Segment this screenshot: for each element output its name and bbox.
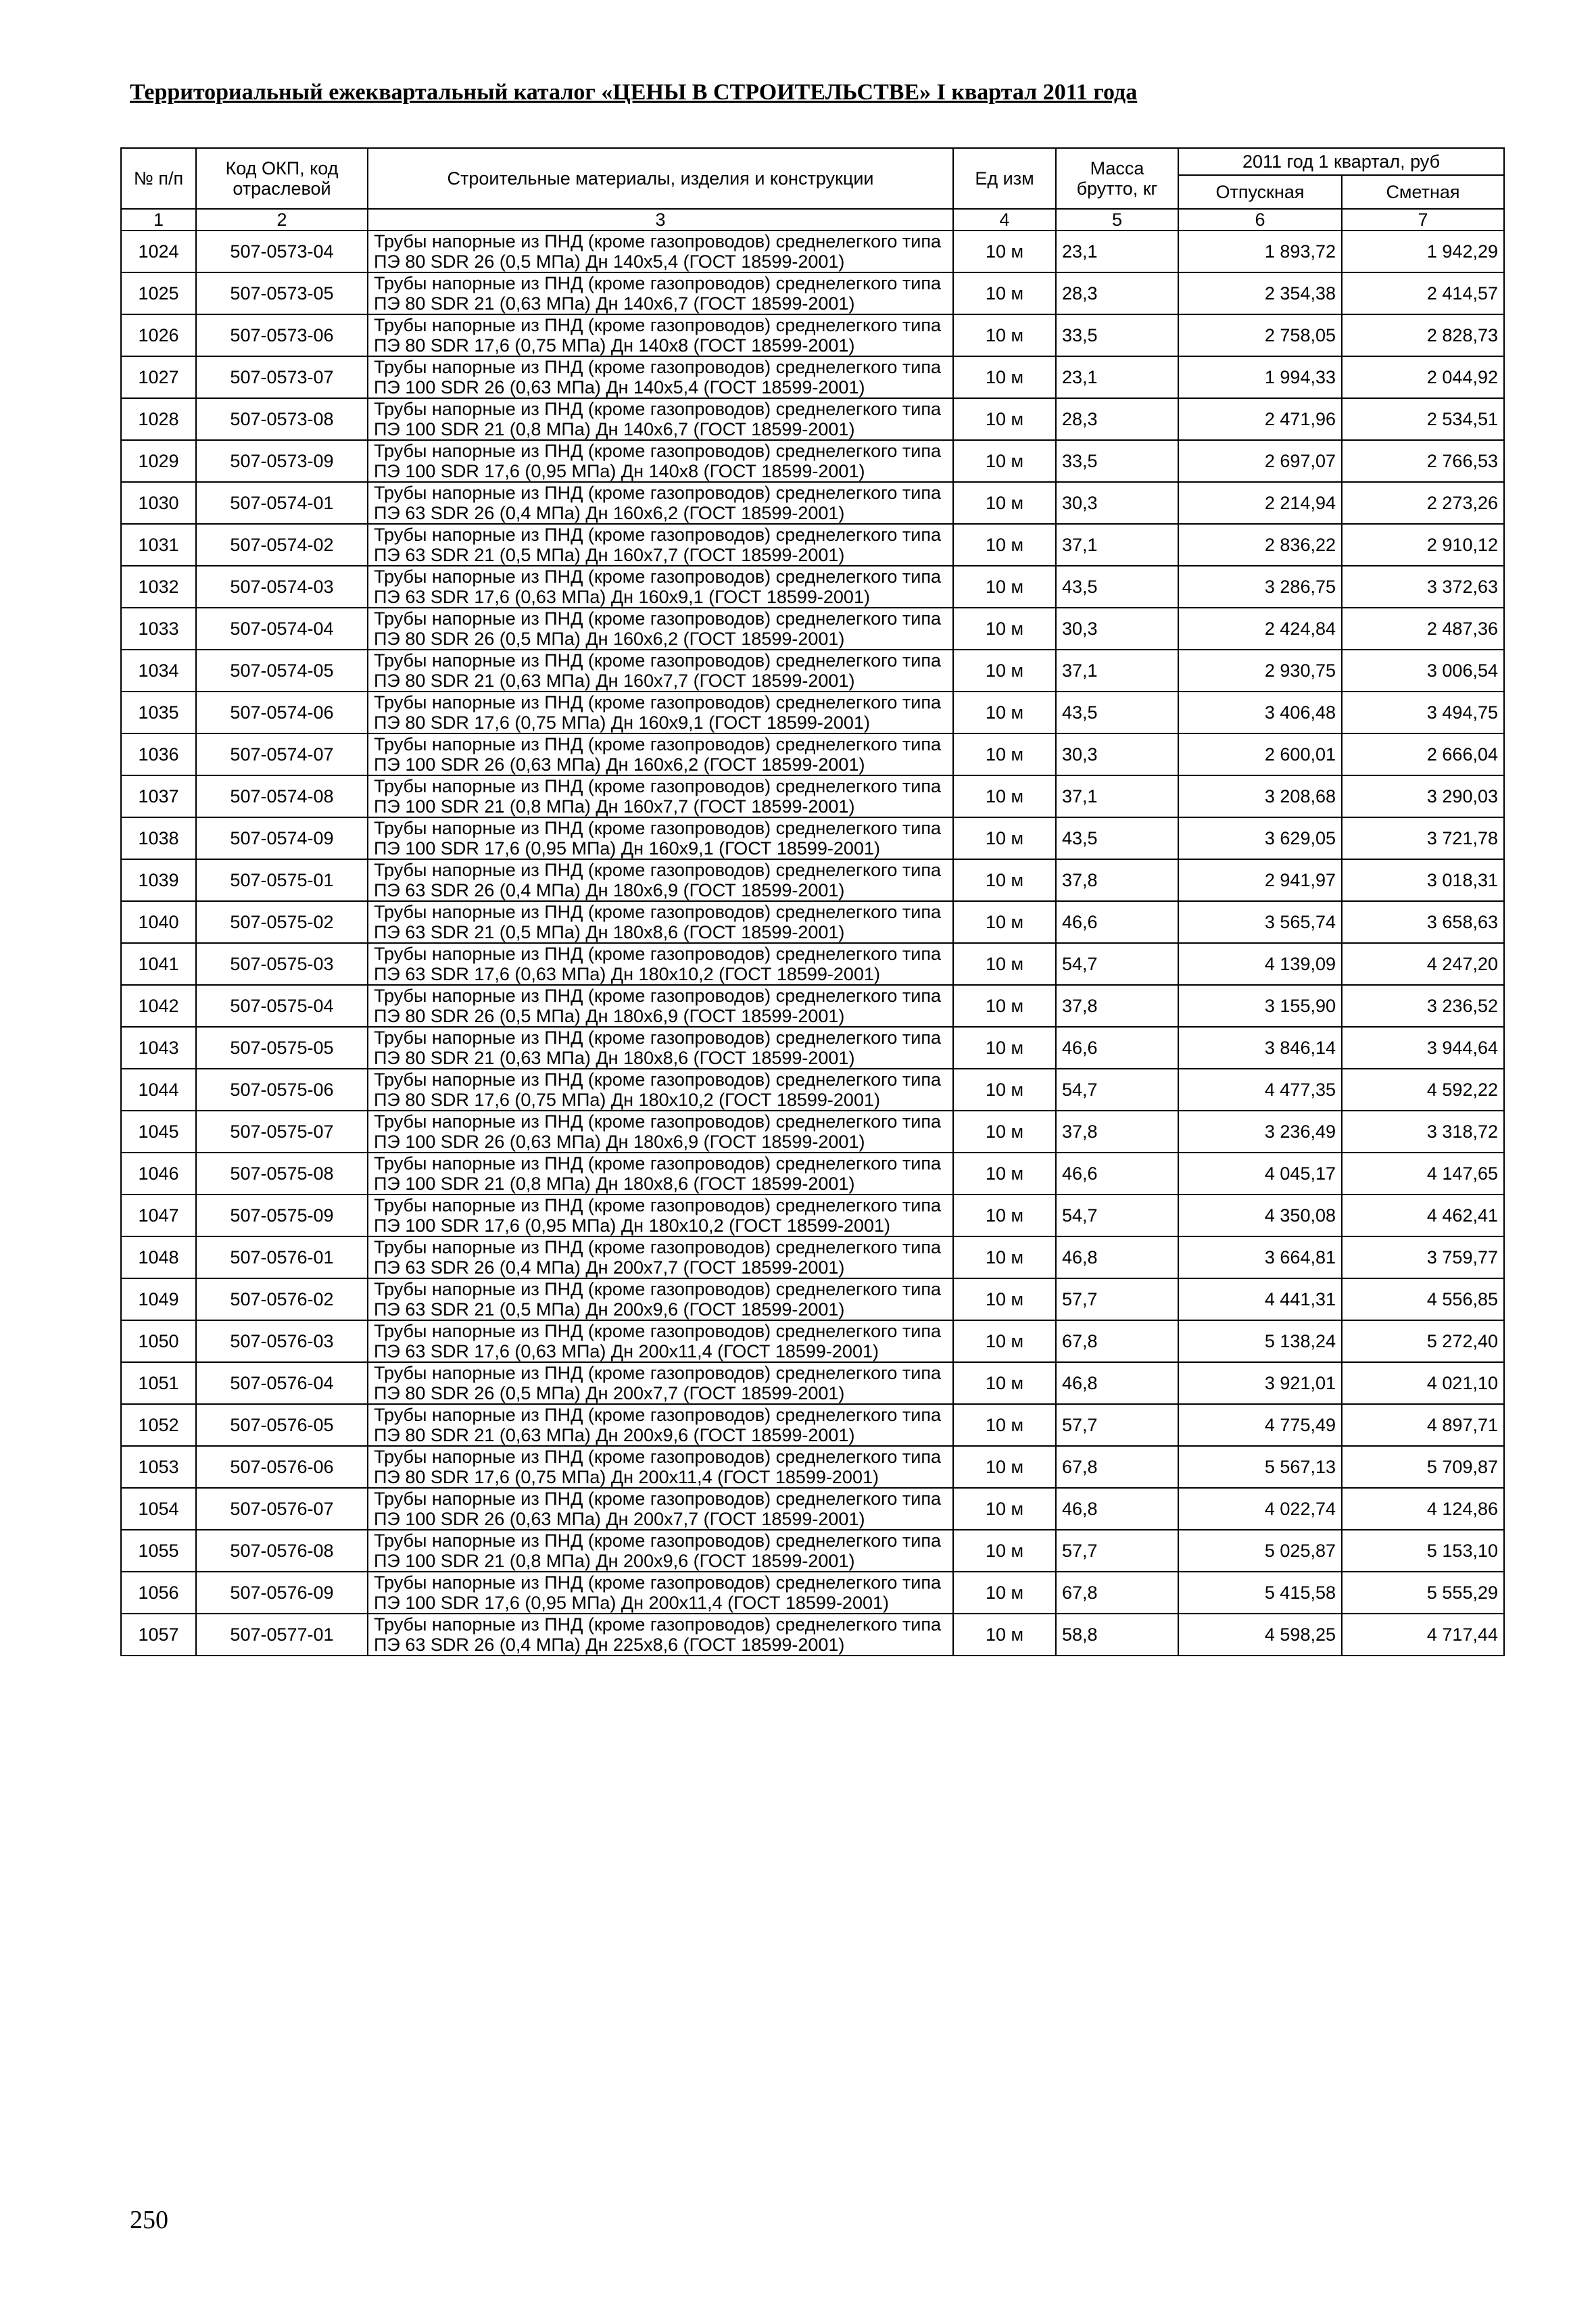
material-name: Трубы напорные из ПНД (кроме газопроводов) среднелегкого типа ПЭ 63 SDR 17,6 (0,63 МПа) Дн 160х9,1 (ГОСТ 18599-2001) [368,566,953,608]
unit-of-measure: 10 м [953,692,1056,733]
table-row [121,231,1504,272]
table-row [121,1488,1504,1530]
row-number: 1044 [121,1069,196,1111]
gross-mass: 33,5 [1056,440,1178,482]
unit-of-measure: 10 м [953,1488,1056,1530]
gross-mass: 46,8 [1056,1488,1178,1530]
price-table [120,147,1505,1656]
unit-of-measure: 10 м [953,524,1056,566]
gross-mass: 33,5 [1056,314,1178,356]
table-row [121,1027,1504,1069]
unit-of-measure: 10 м [953,1027,1056,1069]
material-name: Трубы напорные из ПНД (кроме газопроводов) среднелегкого типа ПЭ 80 SDR 26 (0,5 МПа) Дн 200х7,7 (ГОСТ 18599-2001) [368,1362,953,1404]
gross-mass: 30,3 [1056,608,1178,650]
okp-code: 507-0576-02 [196,1278,368,1320]
unit-of-measure: 10 м [953,566,1056,608]
material-name: Трубы напорные из ПНД (кроме газопроводов) среднелегкого типа ПЭ 100 SDR 26 (0,63 МПа) Дн 140х5,4 (ГОСТ 18599-2001) [368,356,953,398]
table-row [121,1069,1504,1111]
unit-of-measure: 10 м [953,1278,1056,1320]
estimate-price: 3 318,72 [1342,1111,1504,1153]
gross-mass: 28,3 [1056,398,1178,440]
okp-code: 507-0576-09 [196,1572,368,1614]
unit-of-measure: 10 м [953,1069,1056,1111]
estimate-price: 2 487,36 [1342,608,1504,650]
okp-code: 507-0574-02 [196,524,368,566]
estimate-price: 3 236,52 [1342,985,1504,1027]
col-header-release-price: Отпускная [1178,175,1342,209]
material-name: Трубы напорные из ПНД (кроме газопроводов) среднелегкого типа ПЭ 63 SDR 26 (0,4 МПа) Дн 200х7,7 (ГОСТ 18599-2001) [368,1236,953,1278]
okp-code: 507-0575-05 [196,1027,368,1069]
row-number: 1055 [121,1530,196,1572]
release-price: 4 775,49 [1178,1404,1342,1446]
material-name: Трубы напорные из ПНД (кроме газопроводов) среднелегкого типа ПЭ 63 SDR 17,6 (0,63 МПа) Дн 200х11,4 (ГОСТ 18599-2001) [368,1320,953,1362]
table-row [121,650,1504,692]
okp-code: 507-0575-01 [196,859,368,901]
material-name: Трубы напорные из ПНД (кроме газопроводов) среднелегкого типа ПЭ 63 SDR 21 (0,5 МПа) Дн 200х9,6 (ГОСТ 18599-2001) [368,1278,953,1320]
table-row [121,1362,1504,1404]
table-row [121,1572,1504,1614]
gross-mass: 37,1 [1056,524,1178,566]
row-number: 1045 [121,1111,196,1153]
okp-code: 507-0576-04 [196,1362,368,1404]
table-row [121,1111,1504,1153]
row-number: 1032 [121,566,196,608]
release-price: 3 208,68 [1178,775,1342,817]
unit-of-measure: 10 м [953,985,1056,1027]
unit-of-measure: 10 м [953,901,1056,943]
material-name: Трубы напорные из ПНД (кроме газопроводов) среднелегкого типа ПЭ 100 SDR 26 (0,63 МПа) Дн 200х7,7 (ГОСТ 18599-2001) [368,1488,953,1530]
unit-of-measure: 10 м [953,1111,1056,1153]
row-number: 1028 [121,398,196,440]
row-number: 1053 [121,1446,196,1488]
release-price: 3 286,75 [1178,566,1342,608]
unit-of-measure: 10 м [953,650,1056,692]
row-number: 1052 [121,1404,196,1446]
material-name: Трубы напорные из ПНД (кроме газопроводов) среднелегкого типа ПЭ 80 SDR 21 (0,63 МПа) Дн 140х6,7 (ГОСТ 18599-2001) [368,272,953,314]
col-header-num: № п/п [121,148,196,209]
gross-mass: 58,8 [1056,1614,1178,1656]
col-header-name: Строительные материалы, изделия и конструкции [368,148,953,209]
okp-code: 507-0573-05 [196,272,368,314]
material-name: Трубы напорные из ПНД (кроме газопроводов) среднелегкого типа ПЭ 63 SDR 17,6 (0,63 МПа) Дн 180х10,2 (ГОСТ 18599-2001) [368,943,953,985]
okp-code: 507-0575-09 [196,1195,368,1236]
unit-of-measure: 10 м [953,1446,1056,1488]
table-row [121,692,1504,733]
estimate-price: 4 592,22 [1342,1069,1504,1111]
material-name: Трубы напорные из ПНД (кроме газопроводов) среднелегкого типа ПЭ 80 SDR 26 (0,5 МПа) Дн 140х5,4 (ГОСТ 18599-2001) [368,231,953,272]
table-row [121,272,1504,314]
table-row [121,398,1504,440]
release-price: 2 758,05 [1178,314,1342,356]
estimate-price: 2 273,26 [1342,482,1504,524]
gross-mass: 43,5 [1056,566,1178,608]
material-name: Трубы напорные из ПНД (кроме газопроводов) среднелегкого типа ПЭ 63 SDR 21 (0,5 МПа) Дн 160х7,7 (ГОСТ 18599-2001) [368,524,953,566]
okp-code: 507-0574-06 [196,692,368,733]
material-name: Трубы напорные из ПНД (кроме газопроводов) среднелегкого типа ПЭ 100 SDR 21 (0,8 МПа) Дн 160х7,7 (ГОСТ 18599-2001) [368,775,953,817]
table-row [121,985,1504,1027]
gross-mass: 37,1 [1056,775,1178,817]
release-price: 4 022,74 [1178,1488,1342,1530]
gross-mass: 43,5 [1056,692,1178,733]
table-row [121,1195,1504,1236]
material-name: Трубы напорные из ПНД (кроме газопроводов) среднелегкого типа ПЭ 63 SDR 26 (0,4 МПа) Дн 225х8,6 (ГОСТ 18599-2001) [368,1614,953,1656]
table-row [121,859,1504,901]
table-row [121,1530,1504,1572]
table-row [121,1446,1504,1488]
estimate-price: 2 044,92 [1342,356,1504,398]
unit-of-measure: 10 м [953,1236,1056,1278]
row-number: 1036 [121,733,196,775]
estimate-price: 3 372,63 [1342,566,1504,608]
row-number: 1025 [121,272,196,314]
page-header: Территориальный ежеквартальный каталог «ЦЕНЫ В СТРОИТЕЛЬСТВЕ» I квартал 2011 года [130,80,1138,105]
unit-of-measure: 10 м [953,272,1056,314]
unit-of-measure: 10 м [953,356,1056,398]
row-number: 1040 [121,901,196,943]
gross-mass: 23,1 [1056,231,1178,272]
column-number: 6 [1178,209,1342,231]
row-number: 1026 [121,314,196,356]
unit-of-measure: 10 м [953,1572,1056,1614]
gross-mass: 30,3 [1056,482,1178,524]
row-number: 1033 [121,608,196,650]
estimate-price: 3 290,03 [1342,775,1504,817]
gross-mass: 23,1 [1056,356,1178,398]
table-row [121,1278,1504,1320]
column-number-row [121,209,1504,231]
column-number: 7 [1342,209,1504,231]
okp-code: 507-0576-01 [196,1236,368,1278]
col-header-unit: Ед изм [953,148,1056,209]
release-price: 5 025,87 [1178,1530,1342,1572]
release-price: 4 350,08 [1178,1195,1342,1236]
okp-code: 507-0576-07 [196,1488,368,1530]
okp-code: 507-0576-08 [196,1530,368,1572]
row-number: 1056 [121,1572,196,1614]
unit-of-measure: 10 м [953,398,1056,440]
row-number: 1049 [121,1278,196,1320]
unit-of-measure: 10 м [953,775,1056,817]
release-price: 1 994,33 [1178,356,1342,398]
release-price: 3 846,14 [1178,1027,1342,1069]
unit-of-measure: 10 м [953,608,1056,650]
col-header-code: Код ОКП, код отраслевой [196,148,368,209]
release-price: 3 921,01 [1178,1362,1342,1404]
release-price: 5 567,13 [1178,1446,1342,1488]
unit-of-measure: 10 м [953,314,1056,356]
row-number: 1050 [121,1320,196,1362]
okp-code: 507-0573-04 [196,231,368,272]
table-row [121,482,1504,524]
gross-mass: 57,7 [1056,1404,1178,1446]
row-number: 1046 [121,1153,196,1195]
release-price: 4 139,09 [1178,943,1342,985]
gross-mass: 46,6 [1056,1027,1178,1069]
release-price: 4 045,17 [1178,1153,1342,1195]
table-header [121,148,1504,231]
col-header-period: 2011 год 1 квартал, руб [1178,148,1504,175]
col-header-mass: Масса брутто, кг [1056,148,1178,209]
row-number: 1041 [121,943,196,985]
estimate-price: 4 462,41 [1342,1195,1504,1236]
release-price: 3 565,74 [1178,901,1342,943]
release-price: 5 415,58 [1178,1572,1342,1614]
estimate-price: 3 944,64 [1342,1027,1504,1069]
release-price: 2 424,84 [1178,608,1342,650]
gross-mass: 54,7 [1056,1069,1178,1111]
estimate-price: 5 153,10 [1342,1530,1504,1572]
column-number: 5 [1056,209,1178,231]
gross-mass: 46,6 [1056,901,1178,943]
row-number: 1039 [121,859,196,901]
unit-of-measure: 10 м [953,1320,1056,1362]
estimate-price: 2 666,04 [1342,733,1504,775]
row-number: 1031 [121,524,196,566]
page-number: 250 [130,2206,168,2234]
material-name: Трубы напорные из ПНД (кроме газопроводов) среднелегкого типа ПЭ 80 SDR 17,6 (0,75 МПа) Дн 140х8 (ГОСТ 18599-2001) [368,314,953,356]
unit-of-measure: 10 м [953,1153,1056,1195]
gross-mass: 37,8 [1056,1111,1178,1153]
release-price: 2 214,94 [1178,482,1342,524]
estimate-price: 4 021,10 [1342,1362,1504,1404]
material-name: Трубы напорные из ПНД (кроме газопроводов) среднелегкого типа ПЭ 63 SDR 21 (0,5 МПа) Дн 180х8,6 (ГОСТ 18599-2001) [368,901,953,943]
row-number: 1057 [121,1614,196,1656]
table-row [121,356,1504,398]
okp-code: 507-0573-07 [196,356,368,398]
estimate-price: 4 124,86 [1342,1488,1504,1530]
unit-of-measure: 10 м [953,733,1056,775]
material-name: Трубы напорные из ПНД (кроме газопроводов) среднелегкого типа ПЭ 80 SDR 21 (0,63 МПа) Дн 180х8,6 (ГОСТ 18599-2001) [368,1027,953,1069]
gross-mass: 57,7 [1056,1530,1178,1572]
material-name: Трубы напорные из ПНД (кроме газопроводов) среднелегкого типа ПЭ 100 SDR 21 (0,8 МПа) Дн 200х9,6 (ГОСТ 18599-2001) [368,1530,953,1572]
material-name: Трубы напорные из ПНД (кроме газопроводов) среднелегкого типа ПЭ 100 SDR 17,6 (0,95 МПа) Дн 200х11,4 (ГОСТ 18599-2001) [368,1572,953,1614]
release-price: 3 629,05 [1178,817,1342,859]
gross-mass: 54,7 [1056,1195,1178,1236]
release-price: 4 598,25 [1178,1614,1342,1656]
okp-code: 507-0576-03 [196,1320,368,1362]
okp-code: 507-0574-09 [196,817,368,859]
row-number: 1035 [121,692,196,733]
estimate-price: 2 534,51 [1342,398,1504,440]
row-number: 1037 [121,775,196,817]
table-row [121,1236,1504,1278]
material-name: Трубы напорные из ПНД (кроме газопроводов) среднелегкого типа ПЭ 80 SDR 26 (0,5 МПа) Дн 180х6,9 (ГОСТ 18599-2001) [368,985,953,1027]
release-price: 3 236,49 [1178,1111,1342,1153]
okp-code: 507-0576-06 [196,1446,368,1488]
gross-mass: 30,3 [1056,733,1178,775]
material-name: Трубы напорные из ПНД (кроме газопроводов) среднелегкого типа ПЭ 80 SDR 17,6 (0,75 МПа) Дн 180х10,2 (ГОСТ 18599-2001) [368,1069,953,1111]
release-price: 2 941,97 [1178,859,1342,901]
estimate-price: 2 766,53 [1342,440,1504,482]
table-row [121,817,1504,859]
table-row [121,566,1504,608]
row-number: 1030 [121,482,196,524]
col-header-estimate-price: Сметная [1342,175,1504,209]
row-number: 1051 [121,1362,196,1404]
material-name: Трубы напорные из ПНД (кроме газопроводов) среднелегкого типа ПЭ 100 SDR 26 (0,63 МПа) Дн 160х6,2 (ГОСТ 18599-2001) [368,733,953,775]
row-number: 1034 [121,650,196,692]
material-name: Трубы напорные из ПНД (кроме газопроводов) среднелегкого типа ПЭ 80 SDR 17,6 (0,75 МПа) Дн 200х11,4 (ГОСТ 18599-2001) [368,1446,953,1488]
gross-mass: 37,8 [1056,985,1178,1027]
gross-mass: 67,8 [1056,1320,1178,1362]
material-name: Трубы напорные из ПНД (кроме газопроводов) среднелегкого типа ПЭ 100 SDR 26 (0,63 МПа) Дн 180х6,9 (ГОСТ 18599-2001) [368,1111,953,1153]
okp-code: 507-0574-01 [196,482,368,524]
material-name: Трубы напорные из ПНД (кроме газопроводов) среднелегкого типа ПЭ 63 SDR 26 (0,4 МПа) Дн 160х6,2 (ГОСТ 18599-2001) [368,482,953,524]
okp-code: 507-0574-04 [196,608,368,650]
material-name: Трубы напорные из ПНД (кроме газопроводов) среднелегкого типа ПЭ 63 SDR 26 (0,4 МПа) Дн 180х6,9 (ГОСТ 18599-2001) [368,859,953,901]
row-number: 1054 [121,1488,196,1530]
gross-mass: 46,6 [1056,1153,1178,1195]
release-price: 1 893,72 [1178,231,1342,272]
release-price: 2 354,38 [1178,272,1342,314]
release-price: 5 138,24 [1178,1320,1342,1362]
okp-code: 507-0575-06 [196,1069,368,1111]
estimate-price: 3 721,78 [1342,817,1504,859]
okp-code: 507-0573-09 [196,440,368,482]
table-row [121,943,1504,985]
estimate-price: 4 717,44 [1342,1614,1504,1656]
estimate-price: 2 828,73 [1342,314,1504,356]
row-number: 1042 [121,985,196,1027]
estimate-price: 2 414,57 [1342,272,1504,314]
estimate-price: 1 942,29 [1342,231,1504,272]
gross-mass: 67,8 [1056,1446,1178,1488]
gross-mass: 54,7 [1056,943,1178,985]
row-number: 1027 [121,356,196,398]
release-price: 2 600,01 [1178,733,1342,775]
row-number: 1038 [121,817,196,859]
unit-of-measure: 10 м [953,1195,1056,1236]
okp-code: 507-0575-07 [196,1111,368,1153]
table-row [121,608,1504,650]
release-price: 2 471,96 [1178,398,1342,440]
column-number: 4 [953,209,1056,231]
release-price: 3 664,81 [1178,1236,1342,1278]
material-name: Трубы напорные из ПНД (кроме газопроводов) среднелегкого типа ПЭ 100 SDR 17,6 (0,95 МПа) Дн 180х10,2 (ГОСТ 18599-2001) [368,1195,953,1236]
gross-mass: 43,5 [1056,817,1178,859]
estimate-price: 3 658,63 [1342,901,1504,943]
okp-code: 507-0575-08 [196,1153,368,1195]
okp-code: 507-0577-01 [196,1614,368,1656]
release-price: 4 477,35 [1178,1069,1342,1111]
unit-of-measure: 10 м [953,817,1056,859]
row-number: 1043 [121,1027,196,1069]
okp-code: 507-0575-04 [196,985,368,1027]
unit-of-measure: 10 м [953,943,1056,985]
column-number: 2 [196,209,368,231]
table-row [121,901,1504,943]
release-price: 3 155,90 [1178,985,1342,1027]
material-name: Трубы напорные из ПНД (кроме газопроводов) среднелегкого типа ПЭ 80 SDR 26 (0,5 МПа) Дн 160х6,2 (ГОСТ 18599-2001) [368,608,953,650]
estimate-price: 3 759,77 [1342,1236,1504,1278]
table-row [121,524,1504,566]
material-name: Трубы напорные из ПНД (кроме газопроводов) среднелегкого типа ПЭ 80 SDR 21 (0,63 МПа) Дн 160х7,7 (ГОСТ 18599-2001) [368,650,953,692]
table-body [121,231,1504,1656]
unit-of-measure: 10 м [953,859,1056,901]
okp-code: 507-0574-08 [196,775,368,817]
gross-mass: 46,8 [1056,1362,1178,1404]
table-row [121,314,1504,356]
material-name: Трубы напорные из ПНД (кроме газопроводов) среднелегкого типа ПЭ 80 SDR 21 (0,63 МПа) Дн 200х9,6 (ГОСТ 18599-2001) [368,1404,953,1446]
okp-code: 507-0575-02 [196,901,368,943]
estimate-price: 5 555,29 [1342,1572,1504,1614]
unit-of-measure: 10 м [953,1614,1056,1656]
gross-mass: 37,1 [1056,650,1178,692]
unit-of-measure: 10 м [953,231,1056,272]
material-name: Трубы напорные из ПНД (кроме газопроводов) среднелегкого типа ПЭ 100 SDR 21 (0,8 МПа) Дн 140х6,7 (ГОСТ 18599-2001) [368,398,953,440]
gross-mass: 37,8 [1056,859,1178,901]
unit-of-measure: 10 м [953,440,1056,482]
estimate-price: 4 247,20 [1342,943,1504,985]
unit-of-measure: 10 м [953,1404,1056,1446]
okp-code: 507-0573-08 [196,398,368,440]
okp-code: 507-0574-05 [196,650,368,692]
release-price: 3 406,48 [1178,692,1342,733]
release-price: 2 930,75 [1178,650,1342,692]
table-row [121,775,1504,817]
row-number: 1048 [121,1236,196,1278]
gross-mass: 46,8 [1056,1236,1178,1278]
material-name: Трубы напорные из ПНД (кроме газопроводов) среднелегкого типа ПЭ 100 SDR 17,6 (0,95 МПа) Дн 140х8 (ГОСТ 18599-2001) [368,440,953,482]
estimate-price: 3 006,54 [1342,650,1504,692]
estimate-price: 3 494,75 [1342,692,1504,733]
table-row [121,1614,1504,1656]
column-number: 1 [121,209,196,231]
unit-of-measure: 10 м [953,1362,1056,1404]
unit-of-measure: 10 м [953,1530,1056,1572]
okp-code: 507-0574-07 [196,733,368,775]
table-row [121,1404,1504,1446]
okp-code: 507-0575-03 [196,943,368,985]
row-number: 1024 [121,231,196,272]
release-price: 2 836,22 [1178,524,1342,566]
column-number: 3 [368,209,953,231]
table-row [121,440,1504,482]
estimate-price: 2 910,12 [1342,524,1504,566]
release-price: 2 697,07 [1178,440,1342,482]
estimate-price: 4 556,85 [1342,1278,1504,1320]
okp-code: 507-0576-05 [196,1404,368,1446]
estimate-price: 5 272,40 [1342,1320,1504,1362]
row-number: 1029 [121,440,196,482]
gross-mass: 67,8 [1056,1572,1178,1614]
okp-code: 507-0573-06 [196,314,368,356]
table-row [121,733,1504,775]
gross-mass: 57,7 [1056,1278,1178,1320]
estimate-price: 5 709,87 [1342,1446,1504,1488]
material-name: Трубы напорные из ПНД (кроме газопроводов) среднелегкого типа ПЭ 100 SDR 21 (0,8 МПа) Дн 180х8,6 (ГОСТ 18599-2001) [368,1153,953,1195]
unit-of-measure: 10 м [953,482,1056,524]
estimate-price: 4 147,65 [1342,1153,1504,1195]
release-price: 4 441,31 [1178,1278,1342,1320]
table-row [121,1320,1504,1362]
gross-mass: 28,3 [1056,272,1178,314]
row-number: 1047 [121,1195,196,1236]
material-name: Трубы напорные из ПНД (кроме газопроводов) среднелегкого типа ПЭ 80 SDR 17,6 (0,75 МПа) Дн 160х9,1 (ГОСТ 18599-2001) [368,692,953,733]
table-row [121,1153,1504,1195]
material-name: Трубы напорные из ПНД (кроме газопроводов) среднелегкого типа ПЭ 100 SDR 17,6 (0,95 МПа) Дн 160х9,1 (ГОСТ 18599-2001) [368,817,953,859]
estimate-price: 3 018,31 [1342,859,1504,901]
okp-code: 507-0574-03 [196,566,368,608]
estimate-price: 4 897,71 [1342,1404,1504,1446]
